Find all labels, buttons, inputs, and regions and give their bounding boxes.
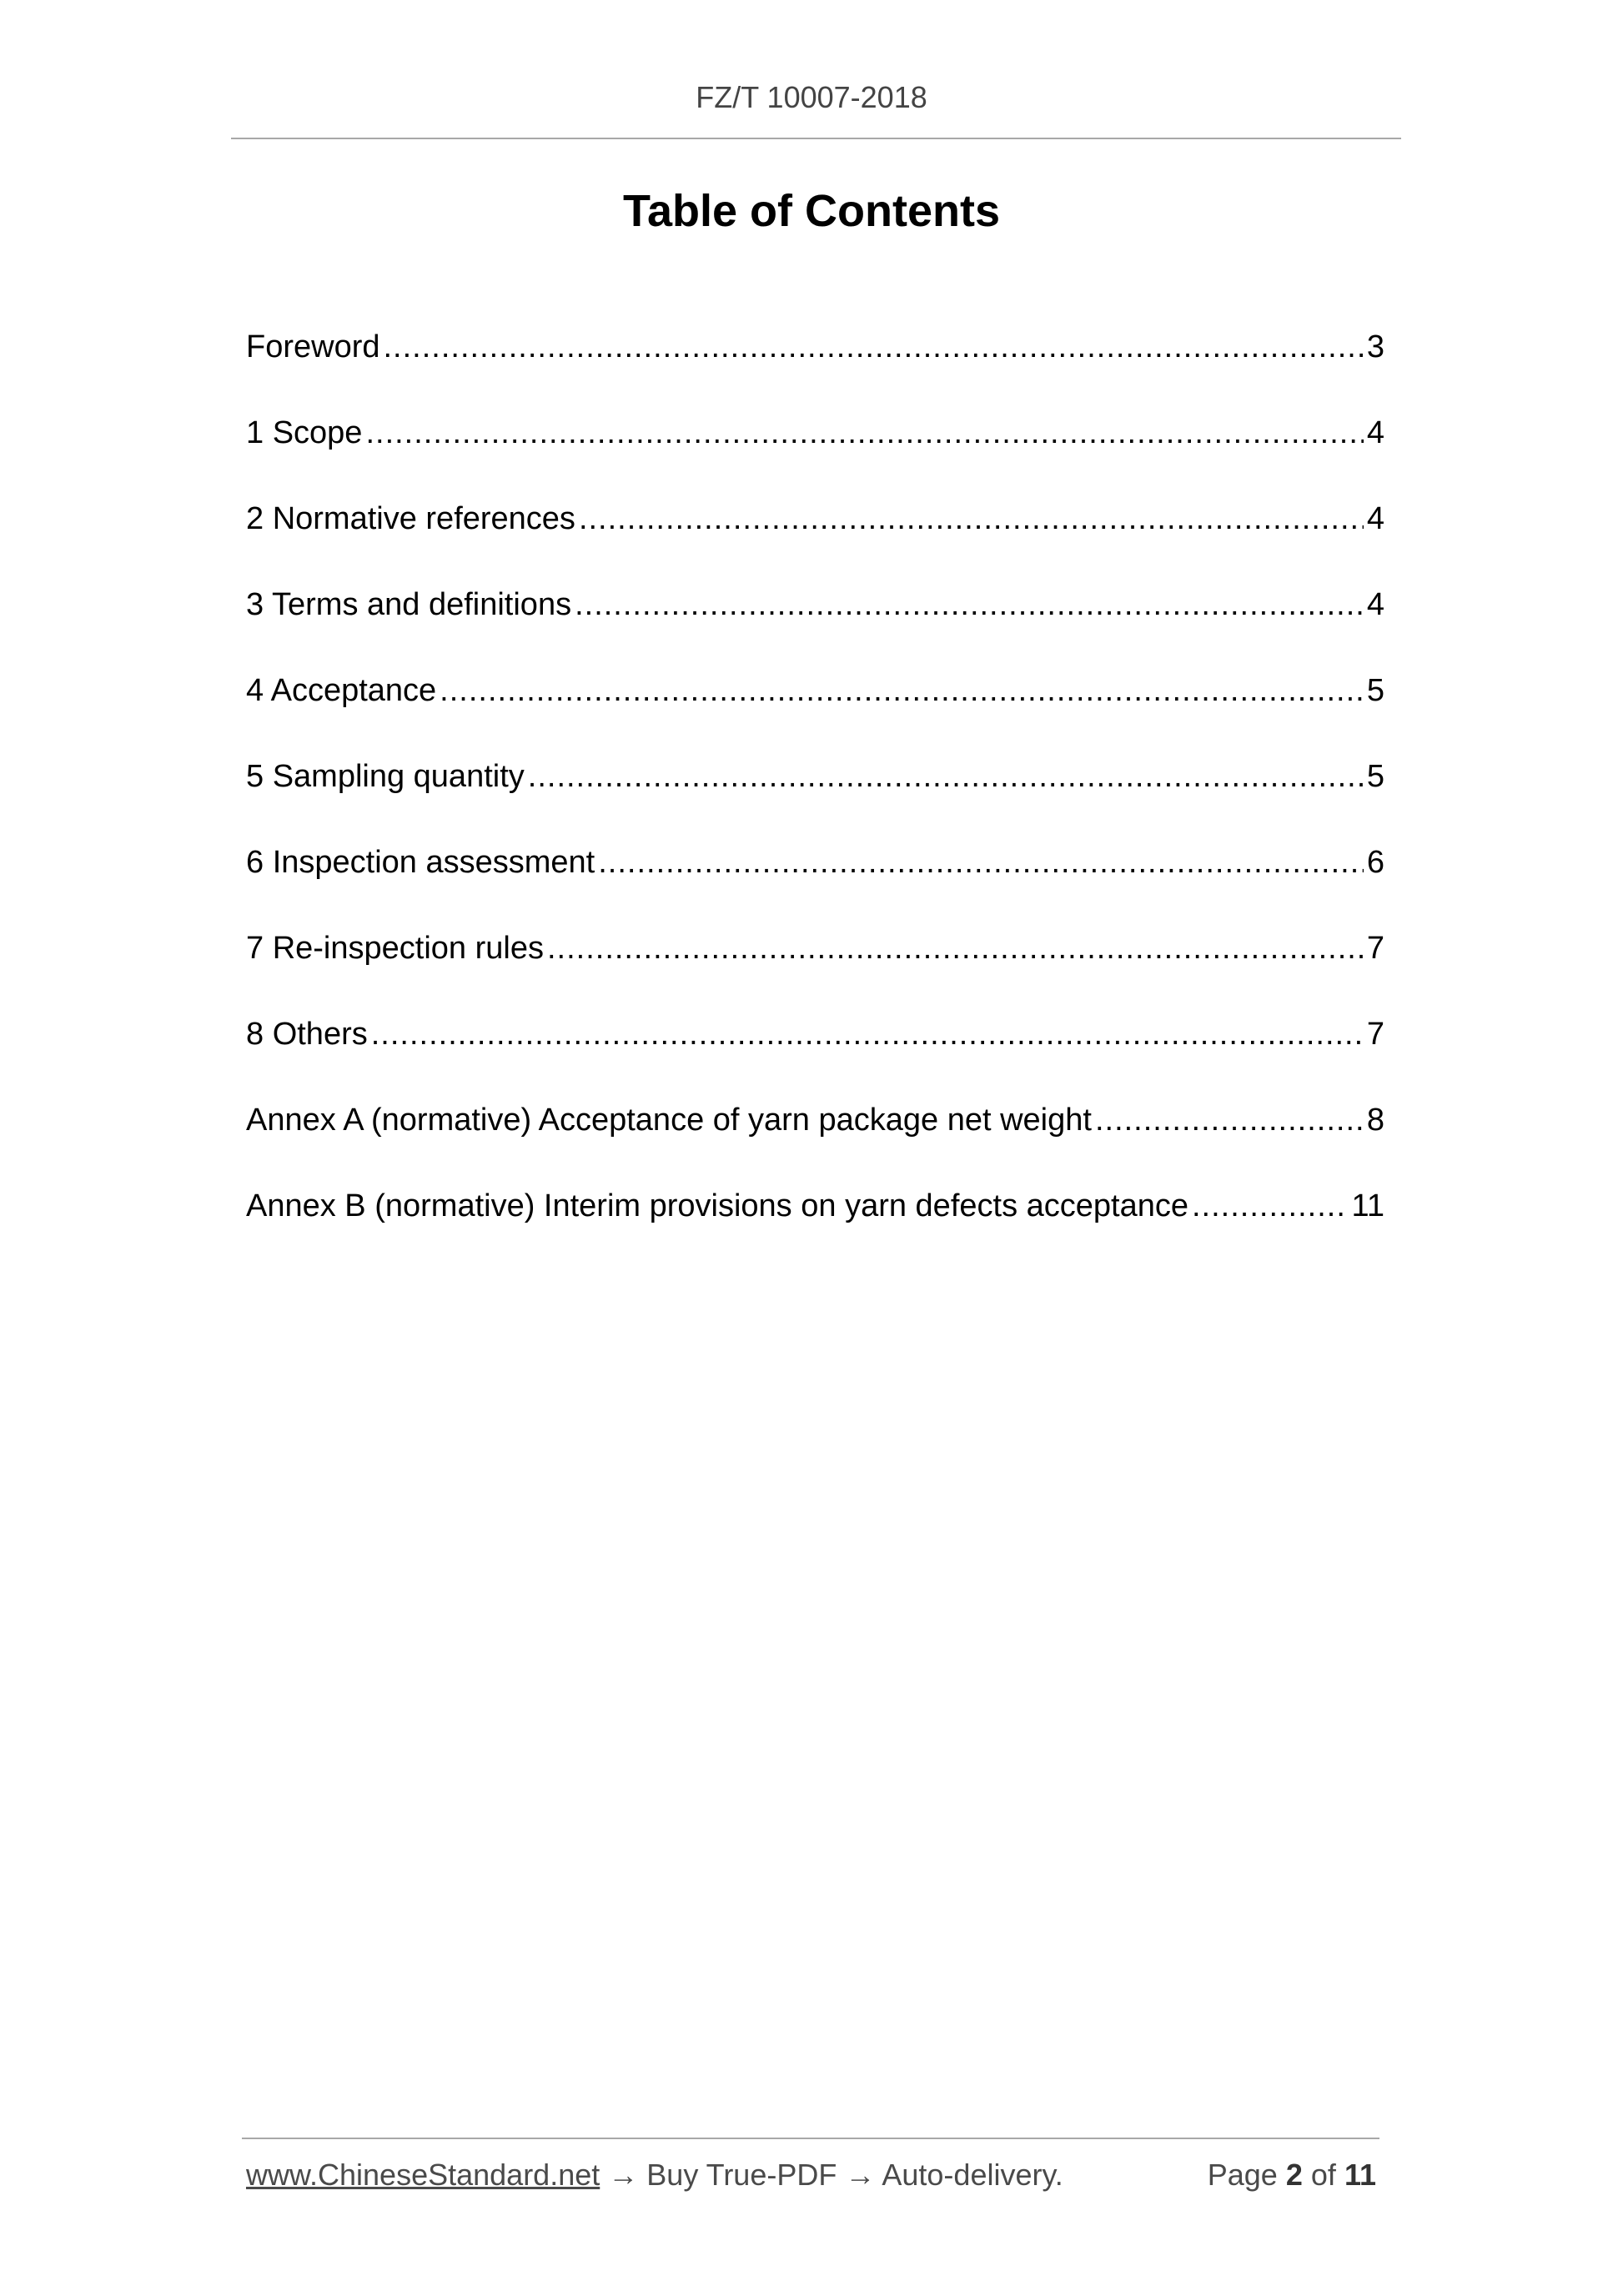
current-page-number: 2 [1285, 2158, 1303, 2192]
toc-entry-sampling-quantity[interactable] [246, 751, 1384, 837]
toc-dot-leader [384, 322, 1364, 372]
toc-entry-page: 4 [1366, 415, 1384, 450]
toc-dot-leader [579, 494, 1364, 544]
toc-entry-annex-b[interactable] [246, 1181, 1384, 1267]
toc-entry-page: 11 [1351, 1188, 1384, 1223]
page-footer [246, 2158, 1376, 2199]
toc-entry-terms-and-definitions[interactable] [246, 580, 1384, 666]
toc-dot-leader [547, 923, 1364, 973]
toc-entry-foreword[interactable] [246, 322, 1384, 408]
toc-entry-label: Annex A (normative) Acceptance of yarn package net weight [246, 1103, 1092, 1138]
toc-title: Table of Contents [623, 186, 1000, 236]
arrow-right-icon: → [608, 2158, 639, 2192]
toc-entry-page: 5 [1366, 759, 1384, 794]
toc-dot-leader [575, 580, 1364, 630]
footer-promo [246, 2158, 1063, 2193]
toc-entry-scope[interactable] [246, 408, 1384, 494]
toc-entry-label: 6 Inspection assessment [246, 845, 595, 880]
toc-entry-page: 3 [1366, 329, 1384, 364]
page-label: Page [1207, 2158, 1278, 2192]
toc-dot-leader [528, 751, 1364, 801]
of-label: of [1310, 2158, 1336, 2192]
toc-entry-re-inspection-rules[interactable] [246, 923, 1384, 1009]
toc-entry-label: Foreword [246, 329, 380, 364]
toc-list [246, 322, 1384, 1267]
toc-entry-page: 5 [1366, 673, 1384, 708]
toc-entry-page: 6 [1366, 845, 1384, 880]
footer-divider [242, 2138, 1379, 2139]
toc-entry-normative-references[interactable] [246, 494, 1384, 580]
toc-entry-page: 7 [1366, 1017, 1384, 1052]
header-divider [231, 138, 1401, 139]
toc-entry-page: 4 [1366, 587, 1384, 622]
toc-entry-label: 2 Normative references [246, 501, 575, 536]
toc-entry-label: 8 Others [246, 1017, 368, 1052]
toc-dot-leader [365, 408, 1363, 458]
toc-entry-label: 5 Sampling quantity [246, 759, 525, 794]
toc-entry-annex-a[interactable] [246, 1095, 1384, 1181]
toc-dot-leader [1192, 1181, 1349, 1231]
toc-entry-label: 1 Scope [246, 415, 363, 450]
toc-entry-page: 4 [1366, 501, 1384, 536]
toc-entry-page: 7 [1366, 931, 1384, 966]
toc-entry-label: 4 Acceptance [246, 673, 437, 708]
toc-entry-inspection-assessment[interactable] [246, 837, 1384, 923]
toc-entry-label: 3 Terms and definitions [246, 587, 572, 622]
toc-entry-others[interactable] [246, 1009, 1384, 1095]
toc-entry-acceptance[interactable] [246, 666, 1384, 751]
document-code-header: FZ/T 10007-2018 [696, 80, 927, 114]
toc-dot-leader [371, 1009, 1364, 1059]
website-link[interactable]: www.ChineseStandard.net [246, 2158, 600, 2192]
page-indicator [1208, 2158, 1376, 2193]
toc-dot-leader [1095, 1095, 1364, 1145]
toc-dot-leader [598, 837, 1364, 887]
toc-dot-leader [440, 666, 1364, 716]
toc-entry-page: 8 [1366, 1103, 1384, 1138]
toc-entry-label: 7 Re-inspection rules [246, 931, 544, 966]
total-pages-number: 11 [1344, 2158, 1376, 2192]
arrow-right-icon: → [845, 2158, 876, 2192]
auto-delivery-text: Auto-delivery. [882, 2158, 1063, 2192]
toc-entry-label: Annex B (normative) Interim provisions on yarn defects acceptance [246, 1188, 1188, 1223]
buy-true-pdf-text: Buy True-PDF [646, 2158, 837, 2192]
